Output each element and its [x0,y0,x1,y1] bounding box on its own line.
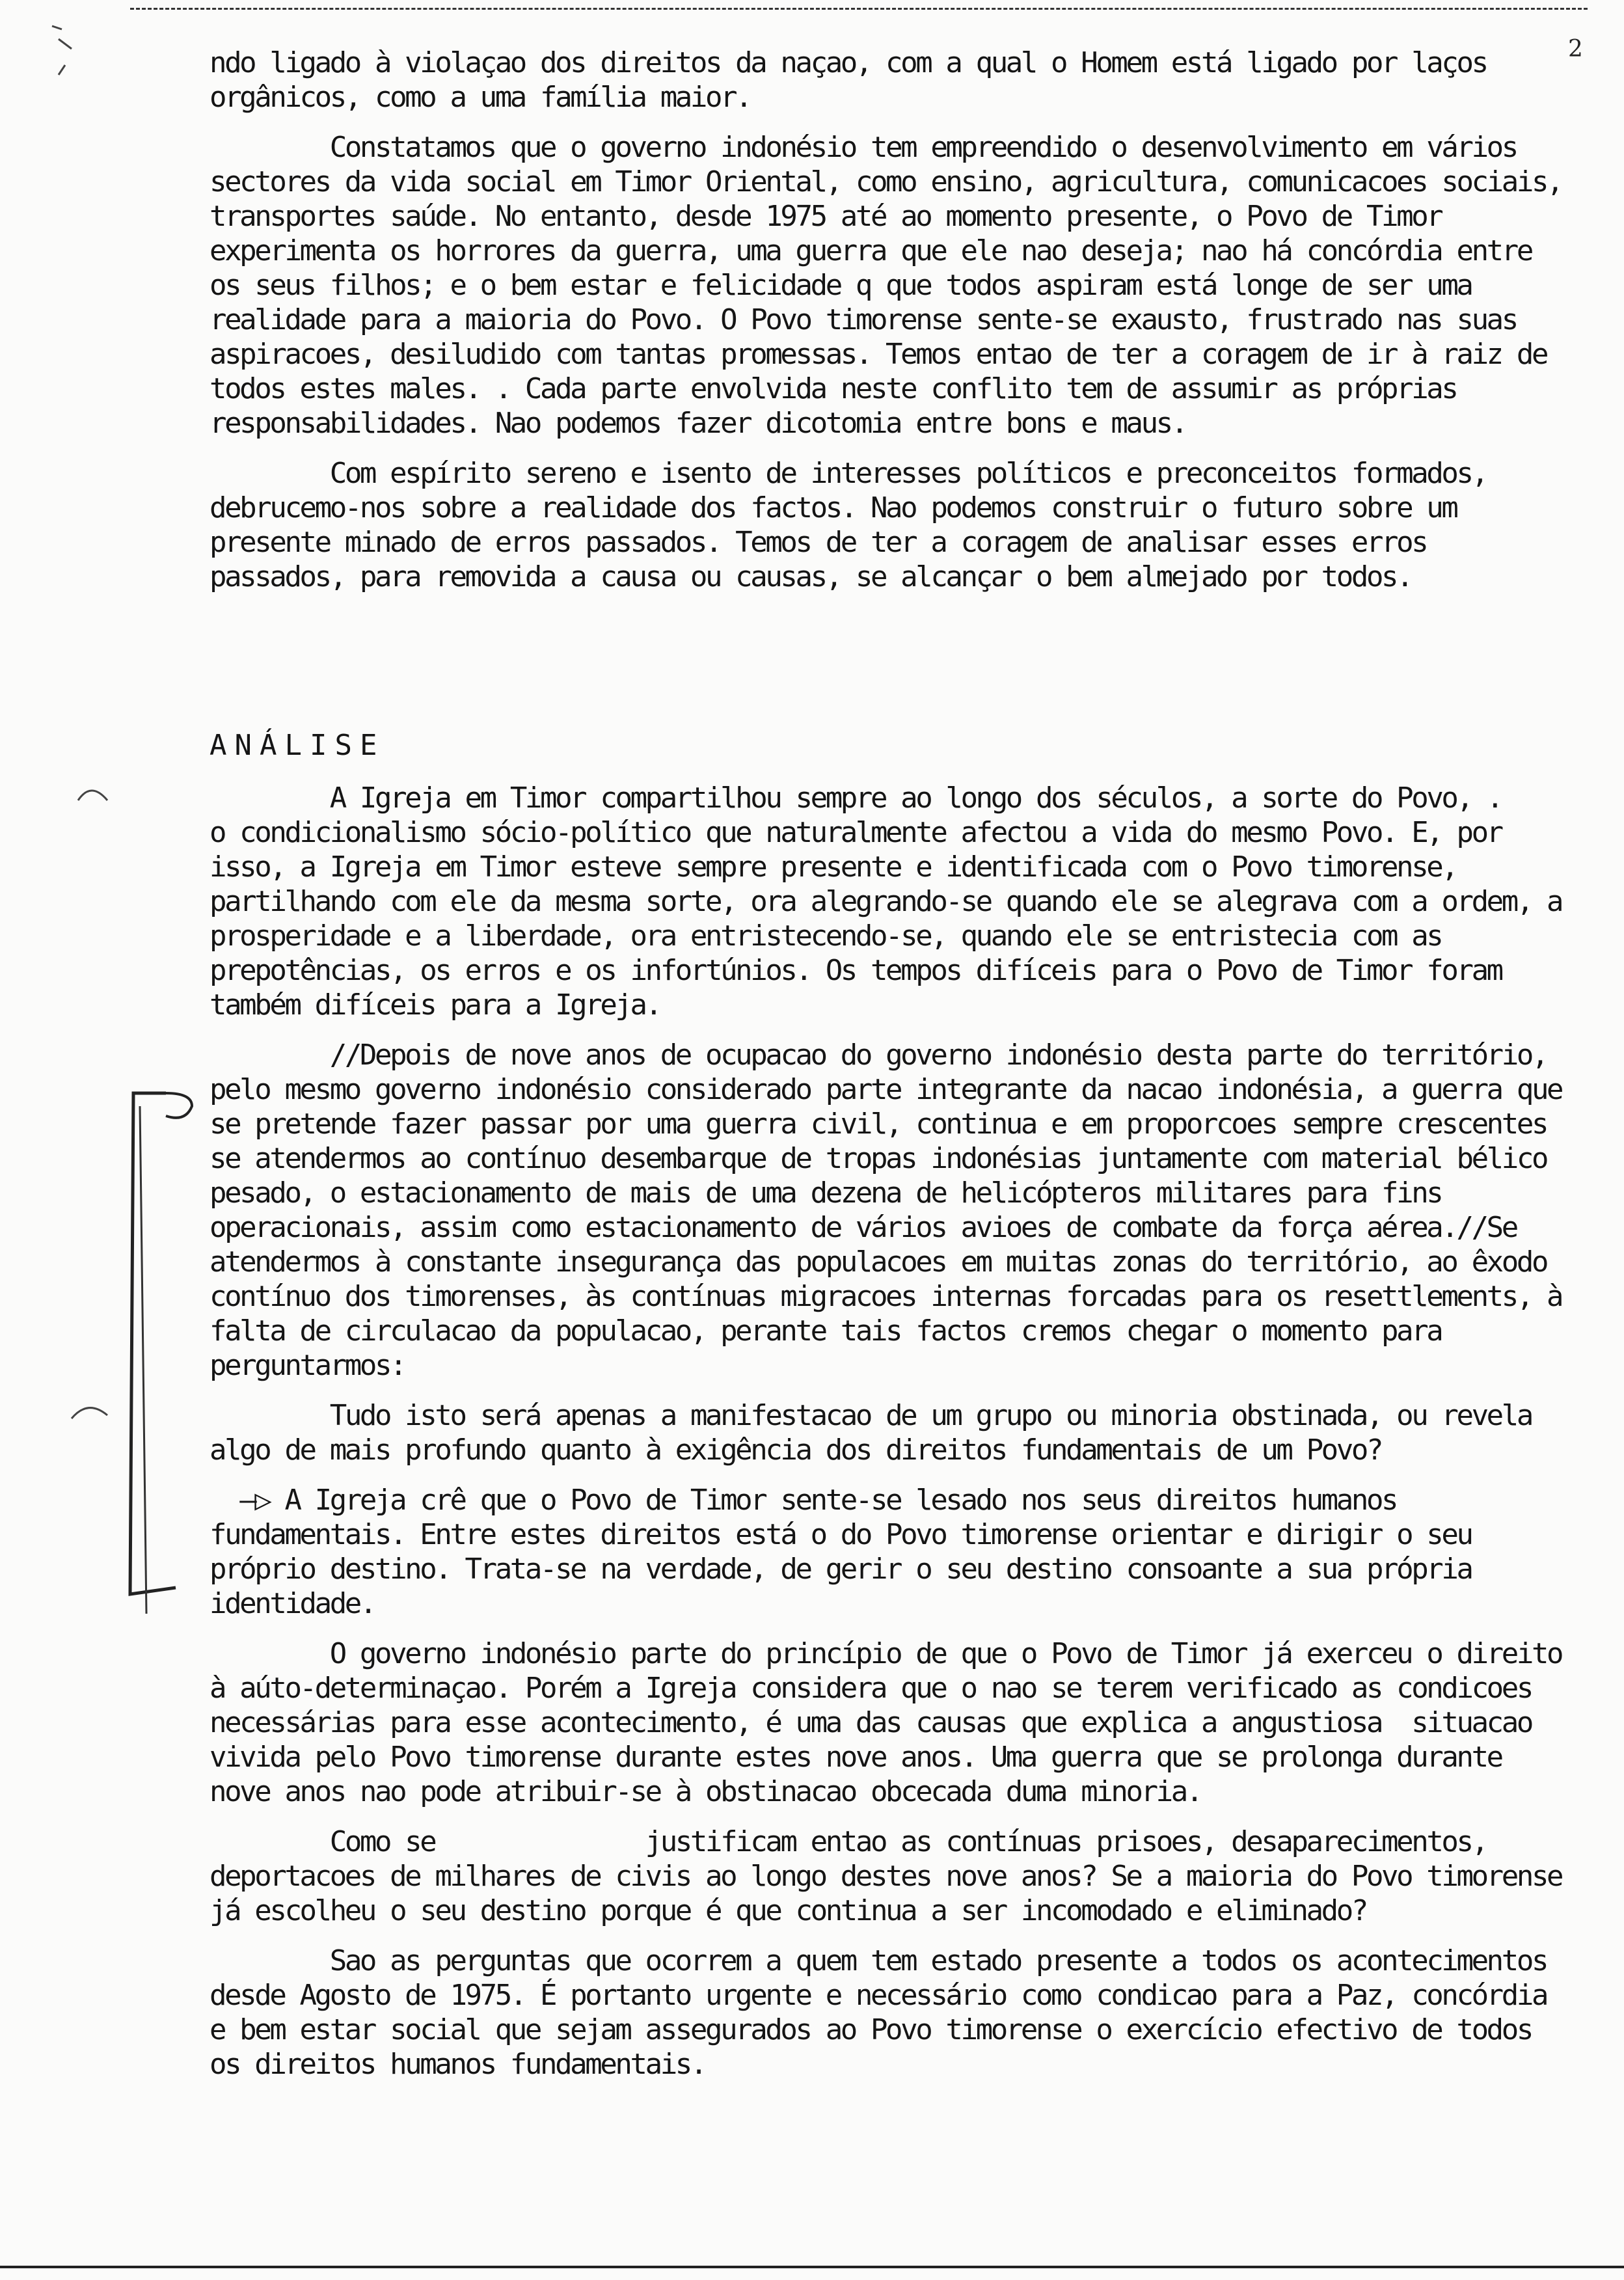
paragraph-nove-anos: //Depois de nove anos de ocupacao do governo indonésio desta parte do território, pelo mesmo governo indonésio considerado parte integrante da nacao indonésia, a guerra que se pretende fazer passar por uma guerra civil, continua e em proporcoes sempre crescentes se atendermos ao contínuo desembarque de tropas indonésias juntamente com material bélico pesado, o estacionamento de mais de uma dezena de helicópteros militares para fins operacionais, assim como estacionamento de vários avioes de combate da força aérea.//Se atendermos à constante insegurança das populacoes em muitas zonas do território, ao êxodo contínuo dos timorenses, às contínuas migracoes internas forcadas para os resettlements, à falta de circulacao da populacao, perante tais factos cremos chegar o momento para perguntarmos: [210,1038,1577,1382]
paragraph-tudo-isto: Tudo isto será apenas a manifestacao de um grupo ou minoria obstinada, ou revela algo de mais profundo quanto à exigência dos direitos fundamentais de um Povo? [210,1399,1547,1467]
page-number: 2 [1568,36,1583,62]
paragraph-perguntas: Sao as perguntas que ocorrem a quem tem estado presente a todos os acontecimentos desde Agosto de 1975. É portanto urgente e necessário como condicao para a Paz, concórdia e bem estar social que sejam assegurados ao Povo timorense o exercício efectivo de todos os direitos humanos fundamentais. [210,1944,1562,2081]
section-heading: ANÁLISE [210,729,385,762]
paragraph-igreja-cre: —▷ A Igreja crê que o Povo de Timor sente-se lesado nos seus direitos humanos fundamentais. Entre estes direitos está o do Povo timorense orientar e dirigir o seu próprio destino. Trata-se na verdade, de gerir o seu destino consoante a sua própria identidade. [210,1484,1487,1620]
paragraph-como-se: Como se justificam entao as contínuas prisoes, desaparecimentos, deportacoes de milhares de civis ao longo destes nove anos? Se a maioria do Povo timorense já escolheu o seu destino porque é que continua a ser incomodado e eliminado? [210,1825,1577,1927]
paragraph-igreja-timor: A Igreja em Timor compartilhou sempre ao longo dos séculos, a sorte do Povo, . o condicionalismo sócio-político que naturalmente afectou a vida do mesmo Povo. E, por isso, a Igreja em Timor esteve sempre presente e identificada com o Povo timorense, partilhando com ele da mesma sorte, ora alegrando-se quando ele se alegrava com a ordem, a prosperidade e a liberdade, ora entristecendo-se, quando ele se entristecia com as prepotências, os erros e os infortúnios. Os tempos difíceis para o Povo de Timor foram também difíceis para a Igreja. [210,781,1622,1022]
paragraph-continuation: ndo ligado à violaçao dos direitos da naçao, com a qual o Homem está ligado por laços orgânicos, como a uma família maior. [210,46,1502,114]
bottom-edge-rule [0,2266,1624,2268]
paragraph-constatamos: Constatamos que o governo indonésio tem empreendido o desenvolvimento em vários sectores da vida social em Timor Oriental, como ensino, agricultura, comunicacoes sociais, transportes saúde. No entanto, desde 1975 até ao momento presente, o Povo de Timor experimenta os horrores da guerra, uma guerra que ele nao deseja; nao há concórdia entre os seus filhos; e o bem estar e felicidade q que todos aspiram está longe de ser uma realidade para a maioria do Povo. O Povo timorense sente-se exausto, frustrado nas suas aspiracoes, desiludido com tantas promessas. Temos entao de ter a coragem de ir à raiz de todos estes males. . Cada parte envolvida neste conflito tem de assumir as próprias responsabilidades. Nao podemos fazer dicotomia entre bons e maus. [210,131,1577,440]
paragraph-governo-principio: O governo indonésio parte do princípio de que o Povo de Timor já exerceu o direito à aúto-determinaçao. Porém a Igreja considera que o nao se terem verificado as condicoes necessárias para esse acontecimento, é uma das causas que explica a angustiosa situacao vivida pelo Povo timorense durante estes nove anos. Uma guerra que se prolonga durante nove anos nao pode atribuir-se à obstinacao obcecada duma minoria. [210,1637,1577,1808]
paragraph-espirito-sereno: Com espírito sereno e isento de interesses políticos e preconceitos formados, debrucemo-nos sobre a realidade dos factos. Nao podemos construir o futuro sobre um presente minado de erros passados. Temos de ter a coragem de analisar esses erros passados, para removida a causa ou causas, se alcançar o bem almejado por todos. [210,457,1502,593]
